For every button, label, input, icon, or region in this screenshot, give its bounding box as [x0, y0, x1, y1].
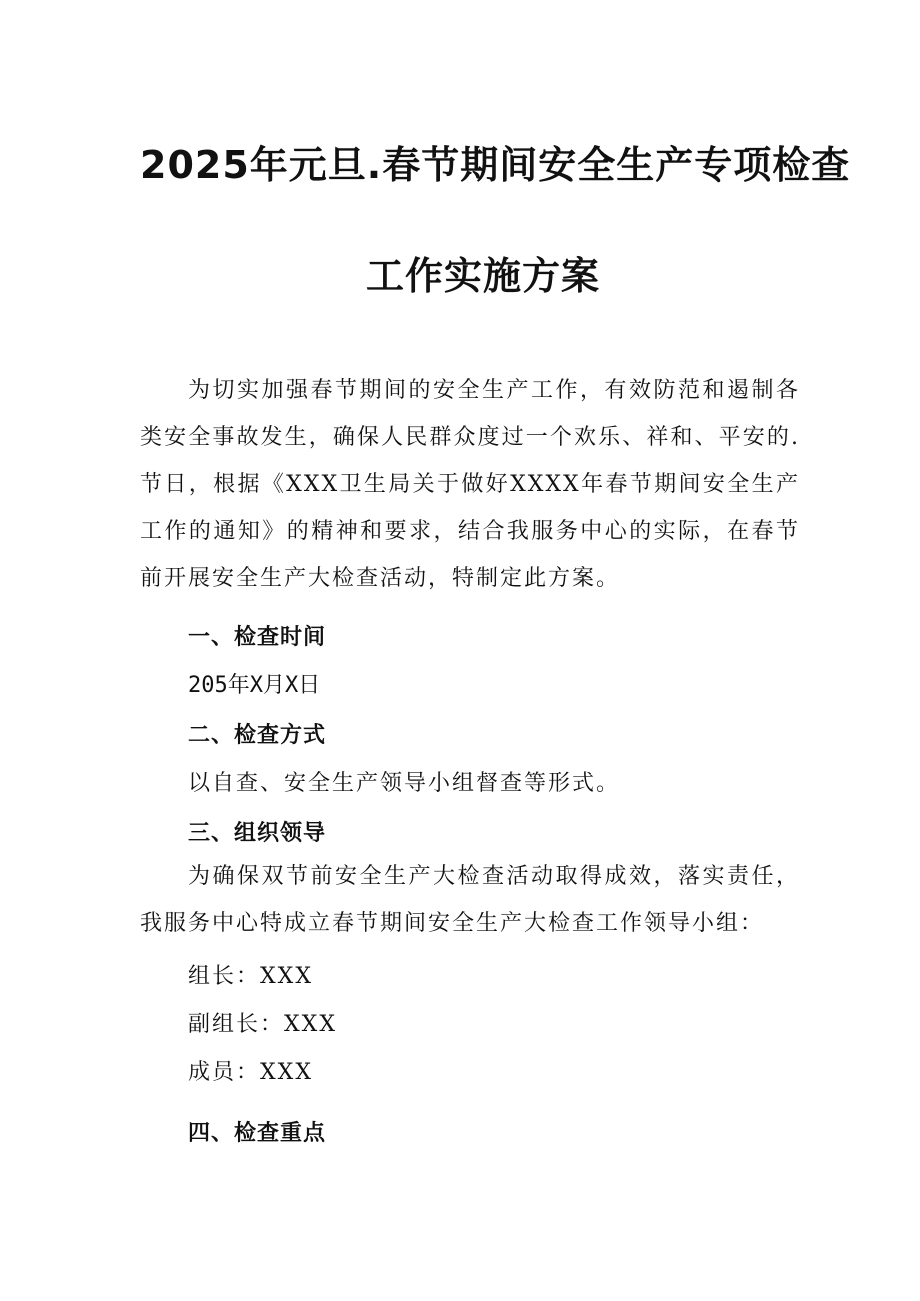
inspection-method-text: 以自查、安全生产领导小组督查等形式。 — [188, 771, 621, 796]
intro-paragraph: 为切实加强春节期间的安全生产工作，有效防范和遏制各类安全事故发生，确保人民群众度过一个欢乐、祥和、平安的.节日，根据《XXX卫生局关于做好XXXX年春节期间安全生产工作的通知》的精神和要求，结合我服务中心的实际，在春节前开展安全生产大检查活动，特制定此方案。 — [140, 378, 800, 591]
member-members: 成员：XXX — [188, 1060, 313, 1085]
member-leader: 组长：XXX — [188, 964, 313, 989]
member-deputy-leader: 副组长：XXX — [188, 1012, 337, 1037]
section-heading-inspection-focus: 四、检查重点 — [188, 1121, 327, 1146]
organization-paragraph: 为确保双节前安全生产大检查活动取得成效，落实责任，我服务中心特成立春节期间安全生产大检查工作领导小组： — [140, 864, 800, 936]
section-heading-inspection-time: 一、检查时间 — [188, 625, 327, 650]
document-title-line-2: 工作实施方案 — [366, 254, 601, 298]
inspection-date: 205年X月X日 — [188, 673, 321, 698]
section-heading-organization: 三、组织领导 — [188, 821, 327, 846]
section-heading-inspection-method: 二、检查方式 — [188, 723, 327, 748]
document-title-line-1: 2025年元旦.春节期间安全生产专项检查 — [140, 143, 851, 187]
